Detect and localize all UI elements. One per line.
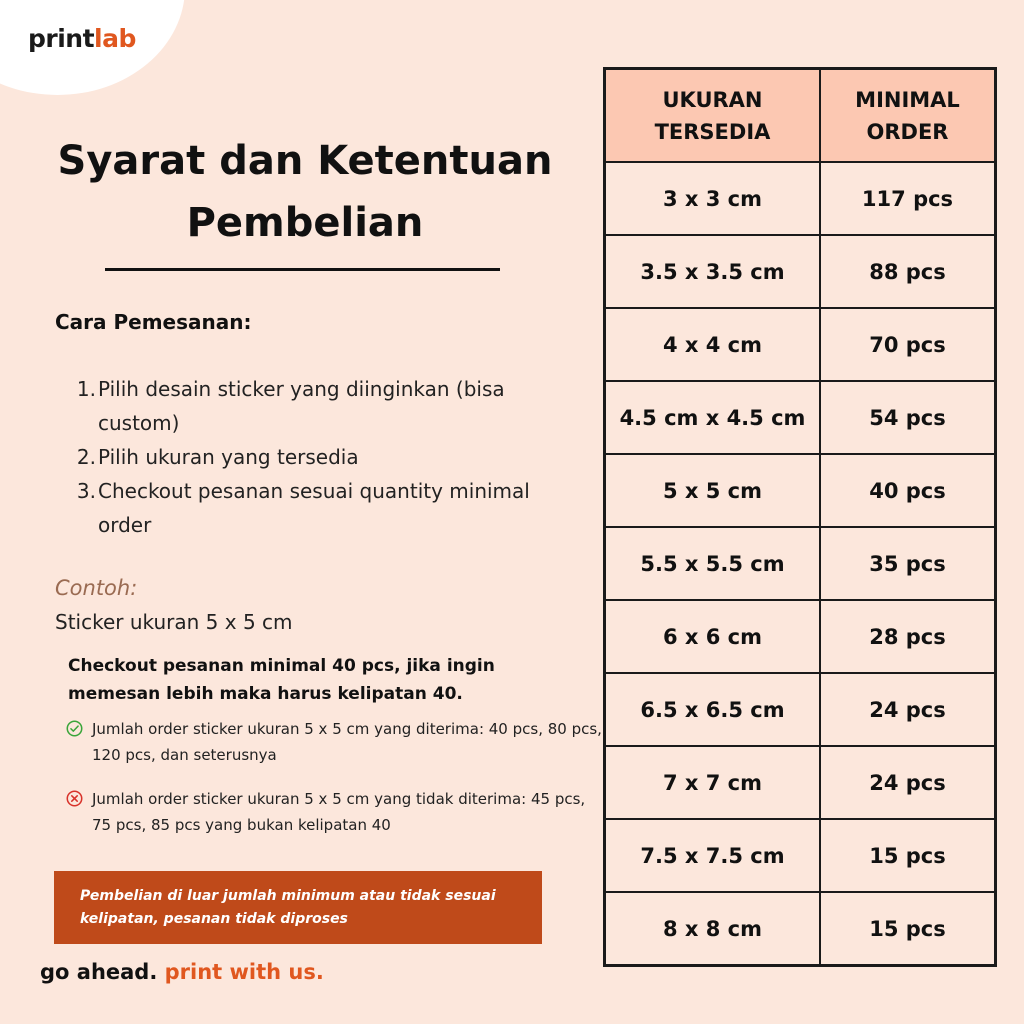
title-line-1: Syarat dan Ketentuan bbox=[57, 138, 553, 184]
step-text: Checkout pesanan sesuai quantity minimal order bbox=[98, 479, 530, 537]
list-item bbox=[70, 440, 540, 474]
warning-banner bbox=[54, 871, 542, 944]
example-text: Sticker ukuran 5 x 5 cm bbox=[55, 610, 293, 634]
brand-logo bbox=[28, 24, 136, 53]
size-cell: 5 x 5 cm bbox=[605, 454, 821, 527]
rejected-note bbox=[66, 786, 606, 838]
size-cell: 8 x 8 cm bbox=[605, 892, 821, 966]
min-order-cell: 88 pcs bbox=[820, 235, 996, 308]
size-cell: 4 x 4 cm bbox=[605, 308, 821, 381]
logo-text-print: print bbox=[28, 24, 95, 53]
size-cell: 3.5 x 3.5 cm bbox=[605, 235, 821, 308]
list-item bbox=[70, 372, 540, 440]
accepted-note bbox=[66, 716, 606, 768]
size-cell: 4.5 cm x 4.5 cm bbox=[605, 381, 821, 454]
table-header-row bbox=[605, 69, 996, 163]
table-row bbox=[605, 527, 996, 600]
logo-text-lab: lab bbox=[94, 24, 136, 53]
min-order-cell: 28 pcs bbox=[820, 600, 996, 673]
size-cell: 7 x 7 cm bbox=[605, 746, 821, 819]
instructions-heading: Cara Pemesanan: bbox=[55, 310, 252, 334]
table-row bbox=[605, 746, 996, 819]
table-row bbox=[605, 819, 996, 892]
table-row bbox=[605, 381, 996, 454]
size-cell: 5.5 x 5.5 cm bbox=[605, 527, 821, 600]
table-row bbox=[605, 308, 996, 381]
min-order-cell: 117 pcs bbox=[820, 162, 996, 235]
header-available-sizes: UKURAN TERSEDIA bbox=[605, 69, 821, 163]
size-cell: 6.5 x 6.5 cm bbox=[605, 673, 821, 746]
tagline-part-2: print with us. bbox=[164, 960, 324, 984]
min-order-cell: 15 pcs bbox=[820, 892, 996, 966]
title-divider bbox=[105, 268, 500, 271]
warning-text: Pembelian di luar jumlah minimum atau tidak sesuai kelipatan, pesanan tidak diproses bbox=[80, 888, 496, 927]
example-label: Contoh: bbox=[55, 576, 138, 600]
rejected-note-text: Jumlah order sticker ukuran 5 x 5 cm yang tidak diterima: 45 pcs, 75 pcs, 85 pcs yang bukan kelipatan 40 bbox=[92, 790, 586, 834]
step-text: Pilih ukuran yang tersedia bbox=[98, 445, 359, 469]
table-row bbox=[605, 892, 996, 966]
min-order-cell: 40 pcs bbox=[820, 454, 996, 527]
table-row bbox=[605, 235, 996, 308]
step-text: Pilih desain sticker yang diinginkan (bisa custom) bbox=[98, 377, 505, 435]
step-number: 3. bbox=[76, 479, 96, 503]
table-row bbox=[605, 673, 996, 746]
title-line-2: Pembelian bbox=[186, 200, 424, 246]
min-order-cell: 35 pcs bbox=[820, 527, 996, 600]
header-minimal-order: MINIMAL ORDER bbox=[820, 69, 996, 163]
tagline bbox=[40, 960, 324, 984]
list-item bbox=[70, 474, 540, 542]
min-order-cell: 24 pcs bbox=[820, 746, 996, 819]
min-order-cell: 15 pcs bbox=[820, 819, 996, 892]
page-title bbox=[20, 130, 590, 254]
check-circle-icon bbox=[66, 716, 92, 768]
min-order-cell: 24 pcs bbox=[820, 673, 996, 746]
size-cell: 7.5 x 7.5 cm bbox=[605, 819, 821, 892]
min-order-cell: 70 pcs bbox=[820, 308, 996, 381]
size-cell: 3 x 3 cm bbox=[605, 162, 821, 235]
step-number: 1. bbox=[76, 377, 96, 401]
instructions-list bbox=[70, 372, 540, 542]
size-cell: 6 x 6 cm bbox=[605, 600, 821, 673]
table-row bbox=[605, 454, 996, 527]
step-number: 2. bbox=[76, 445, 96, 469]
size-table bbox=[603, 67, 997, 967]
accepted-note-text: Jumlah order sticker ukuran 5 x 5 cm yang diterima: 40 pcs, 80 pcs, 120 pcs, dan seterusnya bbox=[92, 720, 602, 764]
table-row bbox=[605, 600, 996, 673]
x-circle-icon bbox=[66, 786, 92, 838]
tagline-part-1: go ahead. bbox=[40, 960, 158, 984]
table-row bbox=[605, 162, 996, 235]
min-order-cell: 54 pcs bbox=[820, 381, 996, 454]
example-rule: Checkout pesanan minimal 40 pcs, jika ingin memesan lebih maka harus kelipatan 40. bbox=[68, 656, 495, 704]
